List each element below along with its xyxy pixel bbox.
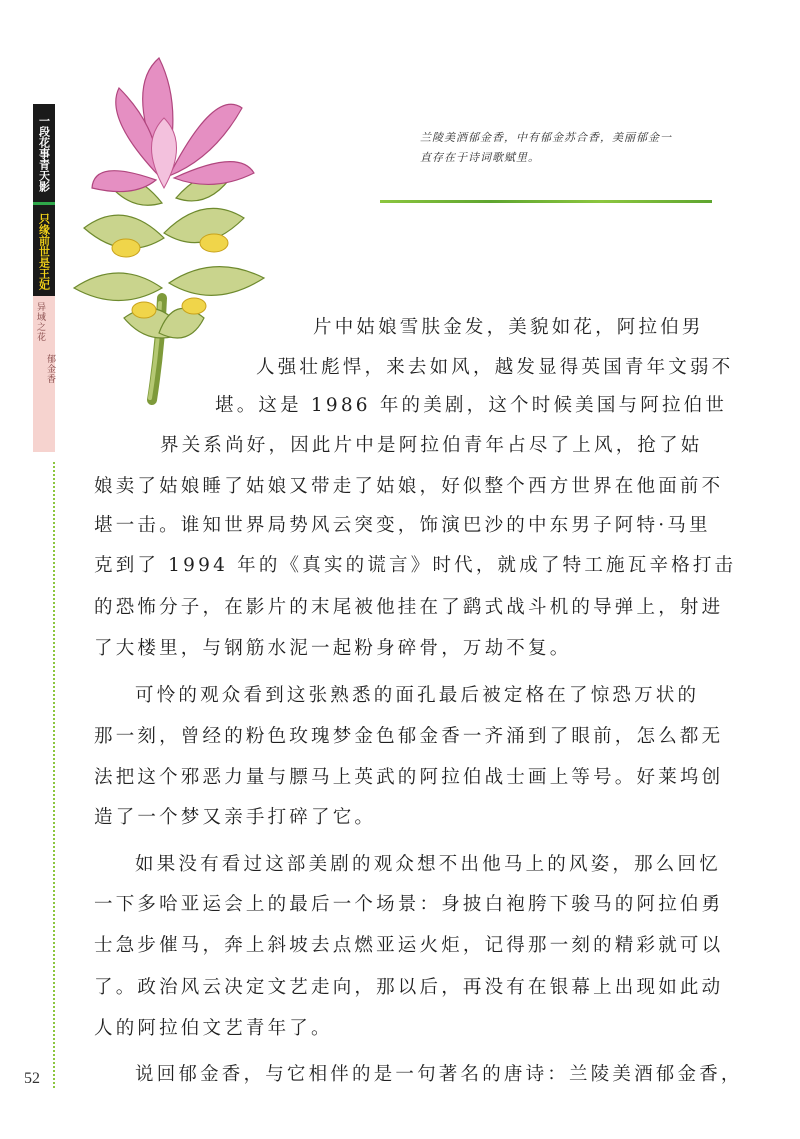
page-number: 52 (24, 1070, 40, 1087)
body-line: 那一刻，曾经的粉色玫瑰梦金色郁金香一齐涌到了眼前，怎么都无 (94, 726, 724, 747)
body-line: 堪一击。谁知世界局势风云突变，饰演巴沙的中东男子阿特·马里 (94, 515, 711, 536)
sidebar-section-title: 异域之花 (35, 302, 45, 342)
body-line: 界关系尚好，因此片中是阿拉伯青年占尽了上风，抢了姑 (160, 435, 703, 456)
sidebar-tab-mid (33, 202, 55, 297)
body-line: 人的阿拉伯文艺青年了。 (94, 1018, 333, 1039)
body-line: 人强壮彪悍，来去如风，越发显得英国青年文弱不 (256, 357, 734, 378)
body-line: 法把这个邪恶力量与膘马上英武的阿拉伯战士画上等号。好莱坞创 (94, 767, 724, 788)
sidebar-section-subtitle: 郁金香 (45, 354, 55, 384)
body-line: 了。政治风云决定文艺走向，那以后，再没有在银幕上出现如此动 (94, 977, 724, 998)
pull-quote-line-1: 兰陵美酒郁金香，中有郁金苏合香，美丽郁金一 (420, 131, 672, 144)
pull-quote-line-2: 直存在于诗词歌赋里。 (420, 151, 540, 164)
sidebar-tab-top-label: 一段花事青天影 (37, 114, 51, 192)
body-line: 片中姑娘雪肤金发，美貌如花，阿拉伯男 (313, 317, 704, 338)
sidebar-tab-mid-label: 只缘前世是王妃 (37, 212, 51, 290)
body-line: 说回郁金香，与它相伴的是一句著名的唐诗：兰陵美酒郁金香， (135, 1064, 743, 1085)
pull-quote (420, 128, 720, 168)
pull-quote-rule (380, 200, 712, 203)
body-line: 了大楼里，与钢筋水泥一起粉身碎骨，万劫不复。 (94, 638, 572, 659)
body-line: 一下多哈亚运会上的最后一个场景：身披白袍胯下骏马的阿拉伯勇 (94, 894, 724, 915)
body-line: 如果没有看过这部美剧的观众想不出他马上的风姿，那么回忆 (135, 854, 721, 875)
body-line: 堪。这是 1986 年的美剧，这个时候美国与阿拉伯世 (215, 395, 728, 416)
body-line: 克到了 1994 年的《真实的谎言》时代，就成了特工施瓦辛格打击 (94, 555, 737, 576)
sidebar-tab-top (33, 104, 55, 202)
body-line: 造了一个梦又亲手打碎了它。 (94, 807, 377, 828)
turmeric-flower-illustration (64, 48, 284, 408)
body-line: 的恐怖分子，在影片的末尾被他挂在了鹞式战斗机的导弹上，射进 (94, 597, 724, 618)
body-line: 可怜的观众看到这张熟悉的面孔最后被定格在了惊恐万状的 (135, 685, 700, 706)
sidebar-section-label (33, 296, 55, 452)
body-line: 士急步催马，奔上斜坡去点燃亚运火炬，记得那一刻的精彩就可以 (94, 935, 724, 956)
margin-dotted-rule (53, 462, 55, 1088)
body-line: 娘卖了姑娘睡了姑娘又带走了姑娘，好似整个西方世界在他面前不 (94, 476, 724, 497)
